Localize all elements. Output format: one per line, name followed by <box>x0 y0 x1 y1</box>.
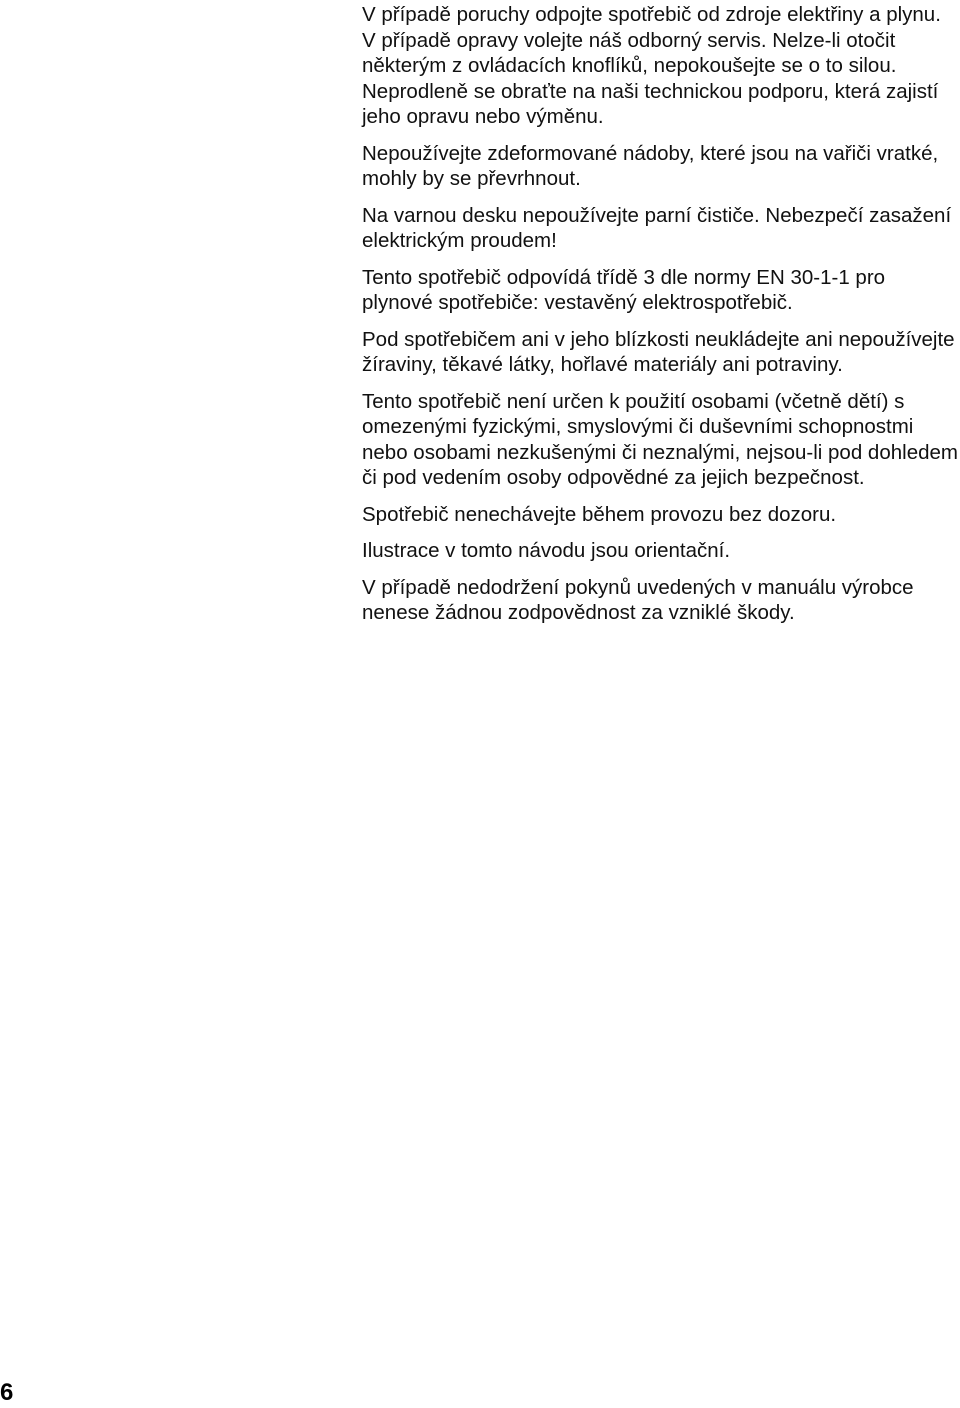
paragraph: V případě poruchy odpojte spotřebič od zdroje elektřiny a plynu. V případě opravy volejte náš odborný servis. Nelze-li otočit některým z ovládacích knoflíků, nepokoušejte se o to silou. Neprodleně se obraťte na naši technickou podporu, která zajistí jeho opravu nebo výměnu. <box>362 3 941 128</box>
paragraph: Spotřebič nenechávejte během provozu bez dozoru. <box>362 502 837 526</box>
text-column <box>362 2 958 637</box>
paragraph: Pod spotřebičem ani v jeho blízkosti neukládejte ani nepoužívejte žíraviny, těkavé látky, hořlavé materiály ani potraviny. <box>362 327 955 376</box>
paragraph: Tento spotřebič odpovídá třídě 3 dle normy EN 30-1-1 pro plynové spotřebiče: vestavěný elektrospotřebič. <box>362 265 886 314</box>
page-number: 6 <box>0 1379 14 1406</box>
paragraph: Nepoužívejte zdeformované nádoby, které jsou na vařiči vratké, mohly by se převrhnout. <box>362 141 939 190</box>
paragraph: V případě nedodržení pokynů uvedených v manuálu výrobce nenese žádnou zodpovědnost za vzniklé škody. <box>362 575 914 624</box>
paragraph: Tento spotřebič není určen k použití osobami (včetně dětí) s omezenými fyzickými, smyslovými či duševními schopnostmi nebo osobami nezkušenými či neznalými, nejsou-li pod dohledem či pod vedením osoby odpovědné za jejich bezpečnost. <box>362 389 958 489</box>
paragraph: Ilustrace v tomto návodu jsou orientační. <box>362 539 731 562</box>
paragraph: Na varnou desku nepoužívejte parní čističe. Nebezpečí zasažení elektrickým proudem! <box>362 203 952 252</box>
